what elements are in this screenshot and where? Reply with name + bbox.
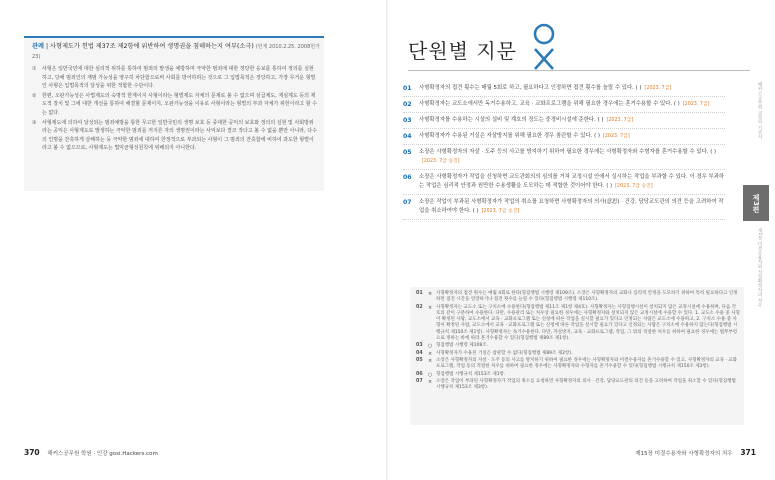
answer-item: [416, 305, 740, 343]
question-body: 소장은 작업이 부과된 사형확정자가 작업의 취소를 요청하면 사형확정자의 의사(意思) · 건강, 담당교도관의 의견 등을 고려하여 작업을 취소하여야 한다.: [419, 199, 724, 214]
question-body: 사형확정자의 접견 횟수는 매월 5회로 하고, 필요하다고 인정하면 접견 횟수를 늘릴 수 있다.: [419, 85, 634, 91]
answer-number: 02: [416, 304, 423, 310]
case-citation: (헌재 2010.2.25. 2008헌가23): [32, 44, 320, 60]
answer-text: 소장은 사형확정자의 자살 · 도주 등의 사고를 방지하기 위하여 필요한 경우에는 사형확정자와 미결수용자를 혼거수용할 수 있고, 사형확정자의 교육 · 교화프로그램, 작업 등의 적절한 처우를 위하여 필요한 경우에는 사형확정자와 수형자를 혼거수용할 수 있다(형집행법 시행규칙 제150조 제3항).: [436, 357, 737, 370]
question-body: 소장은 사형확정자의 자살 · 도주 등의 사고를 방지하기 위하여 필요한 경우에는 사형확정자와 수형자를 혼거수용할 수 있다.: [419, 149, 709, 155]
title-divider: [408, 70, 750, 71]
case-item: [32, 65, 318, 91]
answer-blank: ( ): [710, 149, 717, 155]
answer-text: 사형확정자의 접견 횟수는 매월 4회로 한다(형집행법 시행령 제109조). 소장은 사형확정자의 교화나 심리적 안정을 도모하기 위하여 특히 필요하다고 인정하면 접견 시간을 연장하거나 접견 횟수를 늘릴 수 있다(형집행법 시행령 제110조).: [436, 291, 738, 303]
answer-item: [416, 358, 740, 371]
question-item: [403, 84, 725, 97]
answer-blank: ( ): [597, 117, 604, 123]
case-box: [24, 36, 324, 191]
answer-item: [416, 343, 740, 349]
answer-blank: ( ): [472, 208, 479, 214]
case-divider: |: [45, 43, 50, 50]
answer-mark: ○: [428, 371, 433, 378]
left-page: [0, 0, 387, 480]
right-footer: [616, 448, 756, 457]
case-items: [32, 65, 318, 154]
answer-blank: ( ): [606, 183, 613, 189]
case-item-text: 사형은 일반국민에 대한 심리적 위하를 통하여 범죄의 발생을 예방하며 극악한 범죄에 대한 정당한 응보를 통하여 정의를 실현하고, 당해 범죄인의 재범 가능성을 영구히 차단함으로써 사회를 방어하려는 것으로 그 입법목적은 정당하고, 가장 무거운 형벌인 사형은 입법목적의 달성을 위한 적합한 수단이다.: [42, 66, 316, 90]
case-item: [32, 92, 318, 118]
question-text: [419, 173, 725, 191]
right-footer-text: 제15장 미결수용자와 사형확정자의 처우: [635, 451, 733, 457]
question-text: [419, 132, 725, 141]
answer-item: [416, 291, 740, 304]
answer-item: [416, 372, 740, 378]
case-item-number: ②: [32, 92, 37, 99]
question-text: [419, 84, 725, 93]
question-number: 05: [403, 149, 412, 156]
answer-mark: ×: [428, 291, 433, 297]
case-tag: 관례: [32, 43, 44, 50]
answer-text: 형집행법 시행규칙 제153조 제1항.: [436, 371, 506, 377]
answer-text: 사형확정자가 수용된 거실은 참관할 수 없다(형집행법 제89조 제2항).: [436, 350, 573, 356]
answer-list: [416, 291, 740, 392]
answer-text: 형집행법 시행령 제108조.: [436, 343, 489, 349]
left-footer-text: 해커스공무원 학원 · 인강 gosi.Hackers.com: [47, 451, 158, 457]
answer-number: 06: [416, 371, 423, 377]
answer-mark: ×: [428, 350, 433, 357]
ox-icon: [530, 22, 558, 72]
question-text: [419, 198, 725, 216]
question-body: 사형확정자는 교도소에서만 독거수용하고, 교육 · 교화프로그램을 위해 필요한 경우에는 혼거수용할 수 있다.: [419, 101, 673, 107]
question-body: 사형확정자가 수용된 거실은 자살방지를 위해 필요한 경우 참관할 수 있다.: [419, 133, 593, 139]
question-number: 02: [403, 101, 412, 108]
side-running-title: 해커스공무원 교정학 기본서: [757, 82, 762, 139]
answer-mark: ○: [428, 343, 433, 350]
question-body: 소장은 사형확정자가 작업을 신청하면 교도관회의의 심의를 거쳐 교정시설 안에서 실시하는 작업을 부과할 수 있다. 이 경우 부과하는 작업은 심리적 안정과 원만한 수용생활을 도모하는 데 적합한 것이어야 한다.: [419, 174, 725, 189]
right-page-number: 371: [740, 448, 756, 457]
question-body: 사형확정자를 수용하는 시설의 설비 및 계호의 정도는 중경비시설에 준한다.: [419, 117, 596, 123]
section-title: 단원별 지문: [408, 39, 517, 63]
answer-blank: ( ): [673, 101, 680, 107]
case-title: 사형제도가 헌법 제37조 제2항에 위반하여 생명권을 침해하는지 여부(소극): [50, 43, 254, 50]
question-list: [403, 84, 725, 223]
question-item: [403, 173, 725, 195]
question-number: 03: [403, 117, 412, 124]
answer-mark: ×: [428, 378, 433, 385]
question-number: 04: [403, 133, 412, 140]
answer-item: [416, 351, 740, 357]
question-item: [403, 148, 725, 170]
question-source: [2023. 7급]: [606, 118, 634, 123]
question-source: [2023. 7급]: [603, 134, 630, 139]
question-text: [419, 116, 725, 125]
question-number: 01: [403, 85, 412, 92]
question-source: [2023. 7급 승진]: [615, 184, 653, 189]
answer-text: 사형확정자는 교도소 또는 구치소에 수용한다(형집행법 제11조 제1항 제4호). 사형확정자는 사형집행시설이 설치되지 않은 교정시설에 수용하며, 다음 각 호의 같이 구분하여 수용한다. 다만, 수용관리 또는 처우상 필요한 경우에는 사형확정자와 설치되지 않은 교정시설에 수용할 수 있다. 1. 교도소 수용 중 사형이 확정된 사람, 교도소에서 교육 · 교화프로그램 또는 신청에 따른 작업을 실시할 필요가 있다고 인정되는 사람은 교도소에 수용하고, 2. 구치소 수용 중 사형이 확정된 사람, 교도소에서 교육 · 교화프로그램 또는 신청에 따른 작업을 실시할 필요가 있다고 인정되는 사람은 구치소에 수용하지 않는다(형집행법 시행규칙 제150조 제1항). 사형확정자는 독거수용한다. 다만, 자살방지, 교육 · 교화프로그램, 작업, 그 밖의 적절한 처우를 위하여 필요한 경우에는 법무부령으로 정하는 바에 따라 혼거수용할 수 있다(형집행법 제89조 제1항).: [436, 304, 740, 342]
answer-item: [416, 379, 740, 392]
case-item-text: 사형제도에 의하여 달성되는 범죄예방을 통한 무고한 일반국민의 생명 보호 등 중대한 공익의 보호와 정의의 실현 및 사회방위라는 공익은 사형제도로 발생하는 극악한 범죄를 저지른 자의 생명권이라는 사익보다 결코 작다고 볼 수 없을 뿐만 아니라, 다수의 인명을 잔혹하게 살해하는 등 극악한 범죄에 대하여 한정적으로 부과되는 사형이 그 범죄의 잔혹함에 비하여 과도한 형벌이라고 볼 수 없으므로, 사형제도는 법익균형성원칙에 위배되지 아니한다.: [42, 119, 317, 152]
side-chapter-title: 제1장 미결수용자와 사형확정자의 처우: [757, 228, 762, 308]
answer-number: 04: [416, 350, 423, 356]
case-item-number: ①: [32, 66, 37, 72]
answer-mark: ×: [428, 357, 433, 364]
answer-number: 05: [416, 357, 423, 363]
question-number: 06: [403, 174, 412, 181]
answer-number: 03: [416, 343, 423, 349]
question-item: [403, 116, 725, 129]
question-text: [419, 100, 725, 109]
answer-number: 01: [416, 291, 423, 296]
answer-blank: ( ): [635, 85, 642, 91]
answer-box: [410, 287, 744, 425]
section-title-block: [408, 22, 558, 72]
question-source: [2023. 7급]: [644, 86, 672, 91]
question-number: 07: [403, 199, 412, 206]
answer-mark: ×: [428, 304, 433, 311]
case-item-number: ③: [32, 119, 37, 126]
answer-text: 소장은 작업이 부과된 사형확정자가 작업의 취소를 요청하면 사형확정자의 의사 · 건강, 담당교도관의 의견 등을 고려하여 작업을 취소할 수 있다(형집행법 시행규칙 제153조 제3항).: [436, 378, 736, 391]
question-text: [419, 148, 725, 166]
case-heading: [32, 42, 322, 62]
question-source: [2023. 7급 승진]: [481, 209, 520, 214]
answer-blank: ( ): [594, 133, 600, 139]
question-item: [403, 198, 725, 220]
question-item: [403, 100, 725, 113]
chapter-side-tab: 제3편: [743, 185, 769, 221]
question-source: [2023. 7급 승진]: [422, 159, 460, 164]
left-page-number: 370: [24, 448, 40, 457]
case-item: [32, 119, 318, 153]
question-source: [2023. 7급]: [682, 102, 710, 107]
case-item-text: 한편, 오판가능성은 사법제도의 숙명적 한계이지 사형이라는 형벌제도 자체의 문제로 볼 수 없으며 심급제도, 재심제도 등의 제도적 장치 및 그에 대한 개선을 통하여 해결할 문제이지, 오판가능성을 이유로 사형이라는 형벌의 부과 자체가 위헌이라고 할 수는 없다.: [42, 92, 317, 116]
question-item: [403, 132, 725, 145]
left-footer: [24, 448, 158, 457]
answer-number: 07: [416, 378, 423, 384]
right-page: [388, 0, 775, 480]
